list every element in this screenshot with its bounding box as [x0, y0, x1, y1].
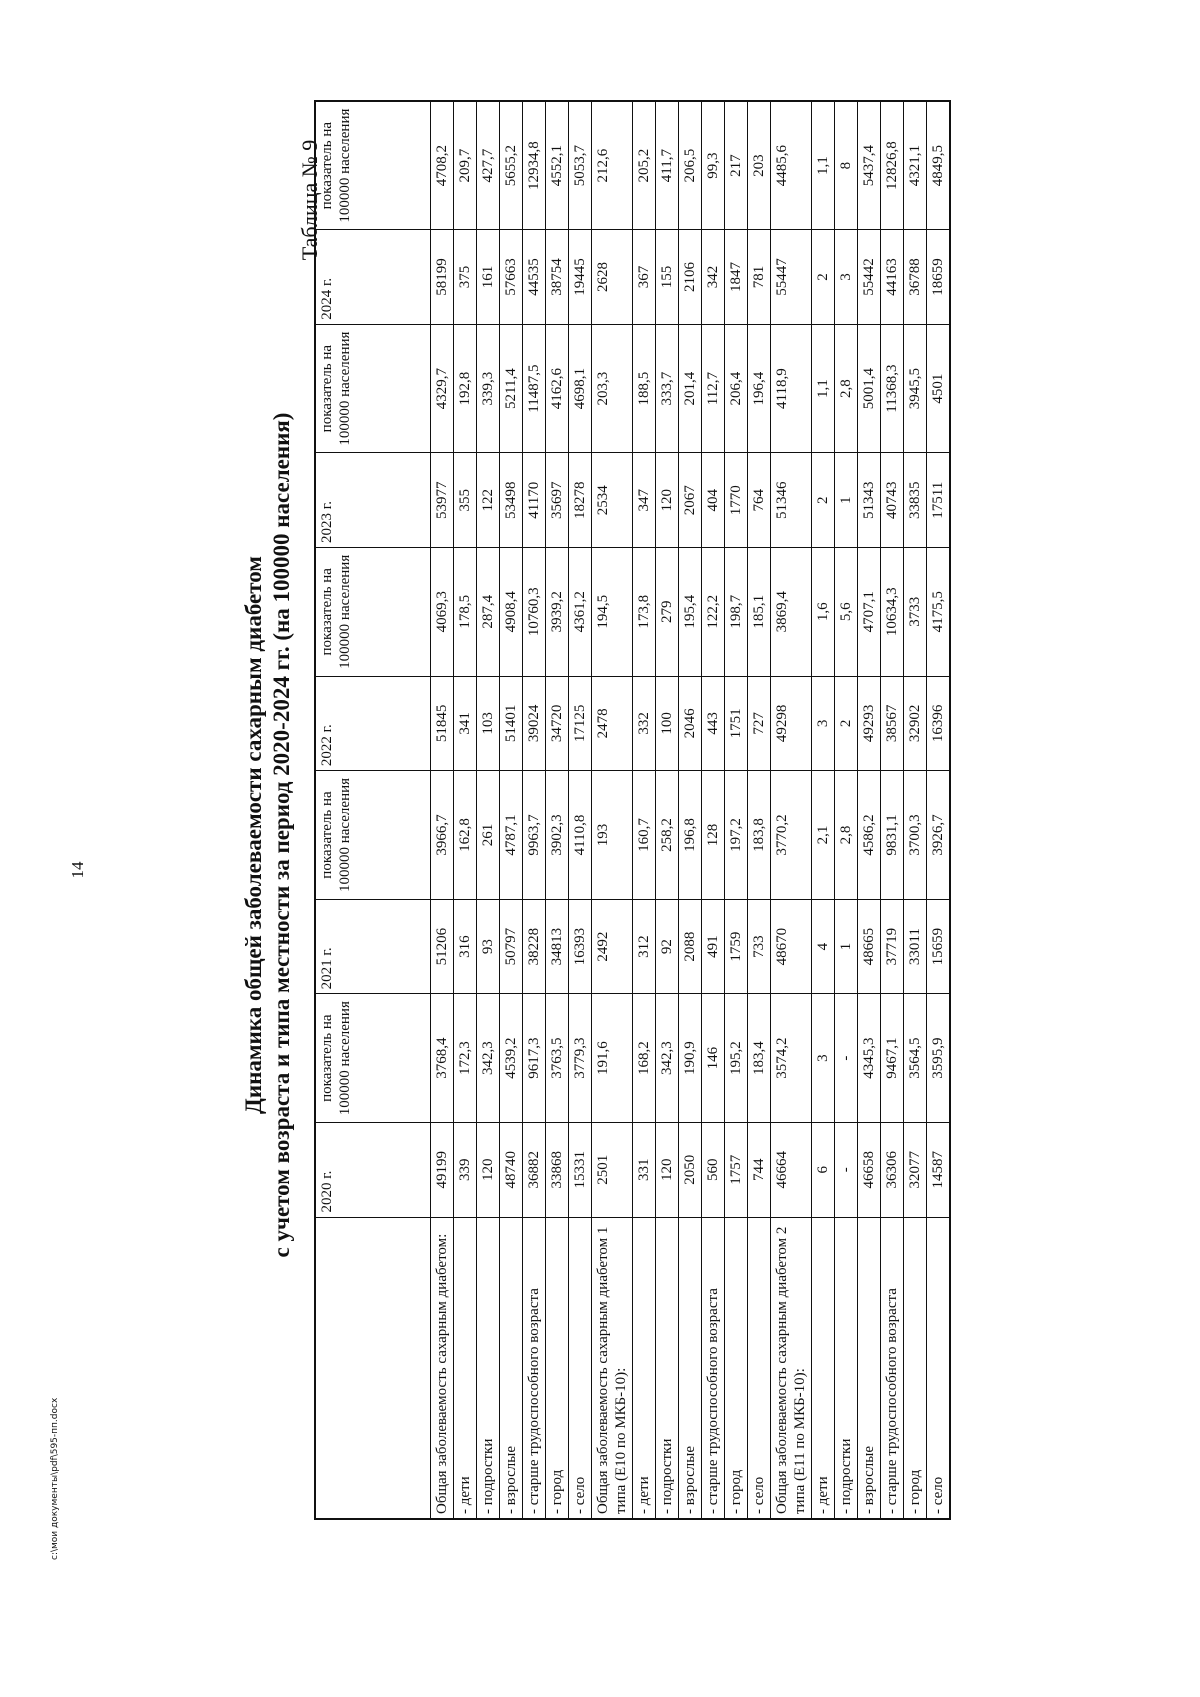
- table-cell: 2067: [679, 453, 702, 548]
- table-cell: 192,8: [454, 324, 477, 453]
- table-cell: 32902: [904, 676, 927, 771]
- table-cell: 4552,1: [546, 101, 569, 230]
- table-cell: 100: [656, 676, 679, 771]
- table-cell: 1770: [725, 453, 748, 548]
- table-cell: 49298: [771, 676, 812, 771]
- table-cell: 37719: [881, 899, 904, 994]
- table-cell: 44163: [881, 230, 904, 325]
- table-cell: 120: [656, 453, 679, 548]
- table-cell: 764: [748, 453, 771, 548]
- table-row: [569, 101, 592, 1519]
- table-cell: 5211,4: [500, 324, 523, 453]
- table-cell: 4345,3: [858, 994, 881, 1123]
- table-cell: 160,7: [633, 771, 656, 900]
- table-row: [633, 101, 656, 1519]
- table-cell: 375: [454, 230, 477, 325]
- table-cell: 427,7: [477, 101, 500, 230]
- table-cell: 14587: [927, 1123, 951, 1218]
- table-cell: 4707,1: [858, 547, 881, 676]
- table-cell: 11487,5: [523, 324, 546, 453]
- table-row: [748, 101, 771, 1519]
- table-cell: 41170: [523, 453, 546, 548]
- table-cell: 58199: [431, 230, 454, 325]
- table-cell: 217: [725, 101, 748, 230]
- table-title: [240, 40, 296, 1630]
- table-cell: 781: [748, 230, 771, 325]
- row-label: - дети: [812, 1217, 835, 1519]
- table-row: [771, 101, 812, 1519]
- table-cell: 355: [454, 453, 477, 548]
- table-cell: 261: [477, 771, 500, 900]
- table-row: [592, 101, 633, 1519]
- table-cell: 173,8: [633, 547, 656, 676]
- table-cell: 162,8: [454, 771, 477, 900]
- table-cell: 279: [656, 547, 679, 676]
- table-cell: 198,7: [725, 547, 748, 676]
- table-cell: 34720: [546, 676, 569, 771]
- table-cell: 33868: [546, 1123, 569, 1218]
- table-cell: 2492: [592, 899, 633, 994]
- table-cell: 183,4: [748, 994, 771, 1123]
- table-cell: 203: [748, 101, 771, 230]
- table-row: [546, 101, 569, 1519]
- table-cell: 367: [633, 230, 656, 325]
- table-cell: 1847: [725, 230, 748, 325]
- table-cell: 92: [656, 899, 679, 994]
- table-cell: 112,7: [702, 324, 725, 453]
- table-cell: 10634,3: [881, 547, 904, 676]
- header-indicator: показатель на 100000 населения: [315, 101, 431, 230]
- table-cell: 347: [633, 453, 656, 548]
- table-cell: 3595,9: [927, 994, 951, 1123]
- table-cell: 49293: [858, 676, 881, 771]
- table-cell: 2,1: [812, 771, 835, 900]
- table-cell: 4586,2: [858, 771, 881, 900]
- row-label: - подростки: [656, 1217, 679, 1519]
- table-row: [679, 101, 702, 1519]
- table-cell: 1: [835, 453, 858, 548]
- table-cell: 1751: [725, 676, 748, 771]
- table-cell: 2628: [592, 230, 633, 325]
- table-cell: 5655,2: [500, 101, 523, 230]
- table-cell: 4787,1: [500, 771, 523, 900]
- table-cell: 34813: [546, 899, 569, 994]
- table-cell: 122,2: [702, 547, 725, 676]
- row-label: - город: [904, 1217, 927, 1519]
- table-cell: 3926,7: [927, 771, 951, 900]
- table-cell: 332: [633, 676, 656, 771]
- table-cell: 196,8: [679, 771, 702, 900]
- table-cell: 3: [812, 676, 835, 771]
- row-label: - старше трудоспособного возраста: [702, 1217, 725, 1519]
- table-cell: 46658: [858, 1123, 881, 1218]
- table-cell: 183,8: [748, 771, 771, 900]
- header-indicator: показатель на 100000 населения: [315, 547, 431, 676]
- table-cell: 4118,9: [771, 324, 812, 453]
- table-cell: 195,2: [725, 994, 748, 1123]
- table-cell: 411,7: [656, 101, 679, 230]
- table-cell: 491: [702, 899, 725, 994]
- table-cell: 205,2: [633, 101, 656, 230]
- table-cell: 733: [748, 899, 771, 994]
- table-cell: 36882: [523, 1123, 546, 1218]
- table-row: [656, 101, 679, 1519]
- header-label-cell: [315, 1217, 431, 1519]
- table-cell: 1759: [725, 899, 748, 994]
- table-row: [523, 101, 546, 1519]
- table-row: [702, 101, 725, 1519]
- table-cell: 342,3: [656, 994, 679, 1123]
- table-cell: 9467,1: [881, 994, 904, 1123]
- table-cell: 2: [812, 230, 835, 325]
- table-cell: 128: [702, 771, 725, 900]
- table-cell: 201,4: [679, 324, 702, 453]
- page-number: 14: [68, 861, 87, 879]
- table-row: [477, 101, 500, 1519]
- file-path: c:\мои документы\pdf\595-пп.docx: [50, 1397, 60, 1560]
- table-cell: 1,1: [812, 101, 835, 230]
- table-cell: 40743: [881, 453, 904, 548]
- table-cell: 316: [454, 899, 477, 994]
- table-cell: 55447: [771, 230, 812, 325]
- table-cell: 161: [477, 230, 500, 325]
- table-row: [835, 101, 858, 1519]
- title-line-1: Динамика общей заболеваемости сахарным диабетом: [241, 556, 266, 1114]
- table-cell: 3966,7: [431, 771, 454, 900]
- table-cell: 33011: [904, 899, 927, 994]
- table-cell: 16393: [569, 899, 592, 994]
- table-cell: 3733: [904, 547, 927, 676]
- table-cell: 55442: [858, 230, 881, 325]
- table-cell: 206,5: [679, 101, 702, 230]
- table-cell: 53498: [500, 453, 523, 548]
- table-cell: 12934,8: [523, 101, 546, 230]
- title-line-2: с учетом возраста и типа местности за период 2020-2024 гг. (на 100000 населения): [269, 412, 294, 1258]
- table-row: [927, 101, 951, 1519]
- row-label: Общая заболеваемость сахарным диабетом:: [431, 1217, 454, 1519]
- table-cell: 744: [748, 1123, 771, 1218]
- header-indicator: показатель на 100000 населения: [315, 771, 431, 900]
- table-cell: 48740: [500, 1123, 523, 1218]
- header-indicator: показатель на 100000 населения: [315, 994, 431, 1123]
- table-row: [881, 101, 904, 1519]
- row-label: - взрослые: [500, 1217, 523, 1519]
- header-year: 2020 г.: [315, 1123, 431, 1218]
- table-cell: 5053,7: [569, 101, 592, 230]
- table-cell: 46664: [771, 1123, 812, 1218]
- table-number: Таблица № 9: [297, 139, 322, 261]
- table-cell: 3770,2: [771, 771, 812, 900]
- table-cell: 18659: [927, 230, 951, 325]
- table-cell: 2: [835, 676, 858, 771]
- table-cell: 38567: [881, 676, 904, 771]
- row-label: - подростки: [835, 1217, 858, 1519]
- table-cell: 172,3: [454, 994, 477, 1123]
- table-cell: 120: [477, 1123, 500, 1218]
- table-cell: 11368,3: [881, 324, 904, 453]
- statistics-table: [314, 100, 951, 1520]
- table-cell: 191,6: [592, 994, 633, 1123]
- table-cell: 4485,6: [771, 101, 812, 230]
- table-cell: 2: [812, 453, 835, 548]
- table-cell: 168,2: [633, 994, 656, 1123]
- table-cell: 6: [812, 1123, 835, 1218]
- table-cell: 190,9: [679, 994, 702, 1123]
- table-cell: 15331: [569, 1123, 592, 1218]
- table-cell: 341: [454, 676, 477, 771]
- row-label: - взрослые: [858, 1217, 881, 1519]
- table-row: [500, 101, 523, 1519]
- table-cell: 3: [812, 994, 835, 1123]
- table-cell: 333,7: [656, 324, 679, 453]
- row-label: - старше трудоспособного возраста: [881, 1217, 904, 1519]
- table-cell: 99,3: [702, 101, 725, 230]
- table-cell: 339: [454, 1123, 477, 1218]
- table-cell: 2046: [679, 676, 702, 771]
- table-cell: 51343: [858, 453, 881, 548]
- table-row: [904, 101, 927, 1519]
- table-cell: 1: [835, 899, 858, 994]
- table-cell: 4708,2: [431, 101, 454, 230]
- table-cell: 197,2: [725, 771, 748, 900]
- table-cell: 727: [748, 676, 771, 771]
- table-cell: 3945,5: [904, 324, 927, 453]
- table-cell: 50797: [500, 899, 523, 994]
- table-cell: 4501: [927, 324, 951, 453]
- row-label: - подростки: [477, 1217, 500, 1519]
- header-indicator: показатель на 100000 населения: [315, 324, 431, 453]
- table-row: [454, 101, 477, 1519]
- table-cell: 3768,4: [431, 994, 454, 1123]
- table-row: [725, 101, 748, 1519]
- table-cell: 2050: [679, 1123, 702, 1218]
- table-cell: 19445: [569, 230, 592, 325]
- header-year: 2023 г.: [315, 453, 431, 548]
- table-cell: 4698,1: [569, 324, 592, 453]
- table-cell: 4: [812, 899, 835, 994]
- table-cell: 2,8: [835, 324, 858, 453]
- table-cell: 2534: [592, 453, 633, 548]
- table-cell: 3939,2: [546, 547, 569, 676]
- table-cell: 194,5: [592, 547, 633, 676]
- row-label: Общая заболеваемость сахарным диабетом 1 типа (Е10 по МКБ-10):: [592, 1217, 633, 1519]
- table-cell: 4329,7: [431, 324, 454, 453]
- table-cell: 287,4: [477, 547, 500, 676]
- table-cell: 4069,3: [431, 547, 454, 676]
- header-year: 2022 г.: [315, 676, 431, 771]
- row-label: - дети: [454, 1217, 477, 1519]
- table-cell: -: [835, 994, 858, 1123]
- table-cell: 196,4: [748, 324, 771, 453]
- table-cell: 9963,7: [523, 771, 546, 900]
- table-cell: 33835: [904, 453, 927, 548]
- table-cell: 103: [477, 676, 500, 771]
- table-cell: 51401: [500, 676, 523, 771]
- table-cell: 209,7: [454, 101, 477, 230]
- table-cell: 3763,5: [546, 994, 569, 1123]
- row-label: Общая заболеваемость сахарным диабетом 2 типа (Е11 по МКБ-10):: [771, 1217, 812, 1519]
- table-cell: 18278: [569, 453, 592, 548]
- table-cell: 560: [702, 1123, 725, 1218]
- table-cell: 5001,4: [858, 324, 881, 453]
- table-cell: 17511: [927, 453, 951, 548]
- table-row: [858, 101, 881, 1519]
- header-row: [315, 101, 431, 1519]
- table-cell: 4361,2: [569, 547, 592, 676]
- table-cell: 9831,1: [881, 771, 904, 900]
- table-cell: 195,4: [679, 547, 702, 676]
- table-cell: 342,3: [477, 994, 500, 1123]
- table-cell: 4162,6: [546, 324, 569, 453]
- table-cell: 3902,3: [546, 771, 569, 900]
- table-cell: 36788: [904, 230, 927, 325]
- table-cell: 3779,3: [569, 994, 592, 1123]
- table-cell: 312: [633, 899, 656, 994]
- row-label: - село: [927, 1217, 951, 1519]
- table-cell: 122: [477, 453, 500, 548]
- table-cell: 17125: [569, 676, 592, 771]
- table-cell: 2,8: [835, 771, 858, 900]
- table-cell: 4321,1: [904, 101, 927, 230]
- table-cell: 4908,4: [500, 547, 523, 676]
- table-cell: 51346: [771, 453, 812, 548]
- table-cell: 1,1: [812, 324, 835, 453]
- table-cell: 53977: [431, 453, 454, 548]
- table-cell: 4849,5: [927, 101, 951, 230]
- table-cell: 9617,3: [523, 994, 546, 1123]
- table-cell: 2478: [592, 676, 633, 771]
- table-cell: 258,2: [656, 771, 679, 900]
- table-cell: 38754: [546, 230, 569, 325]
- table-cell: 178,5: [454, 547, 477, 676]
- table-cell: -: [835, 1123, 858, 1218]
- table-cell: 212,6: [592, 101, 633, 230]
- table-cell: 1757: [725, 1123, 748, 1218]
- table-cell: 3869,4: [771, 547, 812, 676]
- table-cell: 120: [656, 1123, 679, 1218]
- table-cell: 3: [835, 230, 858, 325]
- table-cell: 48670: [771, 899, 812, 994]
- table-cell: 2501: [592, 1123, 633, 1218]
- table-cell: 49199: [431, 1123, 454, 1218]
- table-cell: 3574,2: [771, 994, 812, 1123]
- row-label: - старше трудоспособного возраста: [523, 1217, 546, 1519]
- header-year: 2021 г.: [315, 899, 431, 994]
- table-cell: 331: [633, 1123, 656, 1218]
- table-cell: 39024: [523, 676, 546, 771]
- table-cell: 36306: [881, 1123, 904, 1218]
- table-cell: 12826,8: [881, 101, 904, 230]
- table-cell: 203,3: [592, 324, 633, 453]
- table-cell: 32077: [904, 1123, 927, 1218]
- table-cell: 3700,3: [904, 771, 927, 900]
- row-label: - город: [546, 1217, 569, 1519]
- table-cell: 146: [702, 994, 725, 1123]
- table-cell: 342: [702, 230, 725, 325]
- table-cell: 38228: [523, 899, 546, 994]
- table-cell: 15659: [927, 899, 951, 994]
- table-cell: 188,5: [633, 324, 656, 453]
- table-cell: 4175,5: [927, 547, 951, 676]
- table-cell: 3564,5: [904, 994, 927, 1123]
- table-cell: 16396: [927, 676, 951, 771]
- table-cell: 8: [835, 101, 858, 230]
- table-cell: 5,6: [835, 547, 858, 676]
- header-year: 2024 г.: [315, 230, 431, 325]
- table-cell: 51206: [431, 899, 454, 994]
- row-label: - село: [569, 1217, 592, 1519]
- row-label: - город: [725, 1217, 748, 1519]
- table-cell: 10760,3: [523, 547, 546, 676]
- table-body: [431, 101, 951, 1519]
- table-row: [812, 101, 835, 1519]
- rotated-content: [240, 40, 1020, 1630]
- table-cell: 155: [656, 230, 679, 325]
- row-label: - дети: [633, 1217, 656, 1519]
- table-cell: 51845: [431, 676, 454, 771]
- table-cell: 5437,4: [858, 101, 881, 230]
- table-cell: 4110,8: [569, 771, 592, 900]
- row-label: - взрослые: [679, 1217, 702, 1519]
- table-cell: 2106: [679, 230, 702, 325]
- table-cell: 404: [702, 453, 725, 548]
- table-cell: 93: [477, 899, 500, 994]
- table-cell: 206,4: [725, 324, 748, 453]
- table-cell: 35697: [546, 453, 569, 548]
- table-cell: 1,6: [812, 547, 835, 676]
- table-cell: 44535: [523, 230, 546, 325]
- table-cell: 57663: [500, 230, 523, 325]
- table-cell: 443: [702, 676, 725, 771]
- table-cell: 4539,2: [500, 994, 523, 1123]
- table-row: [431, 101, 454, 1519]
- row-label: - село: [748, 1217, 771, 1519]
- table-cell: 193: [592, 771, 633, 900]
- table-cell: 185,1: [748, 547, 771, 676]
- table-cell: 2088: [679, 899, 702, 994]
- table-cell: 48665: [858, 899, 881, 994]
- table-cell: 339,3: [477, 324, 500, 453]
